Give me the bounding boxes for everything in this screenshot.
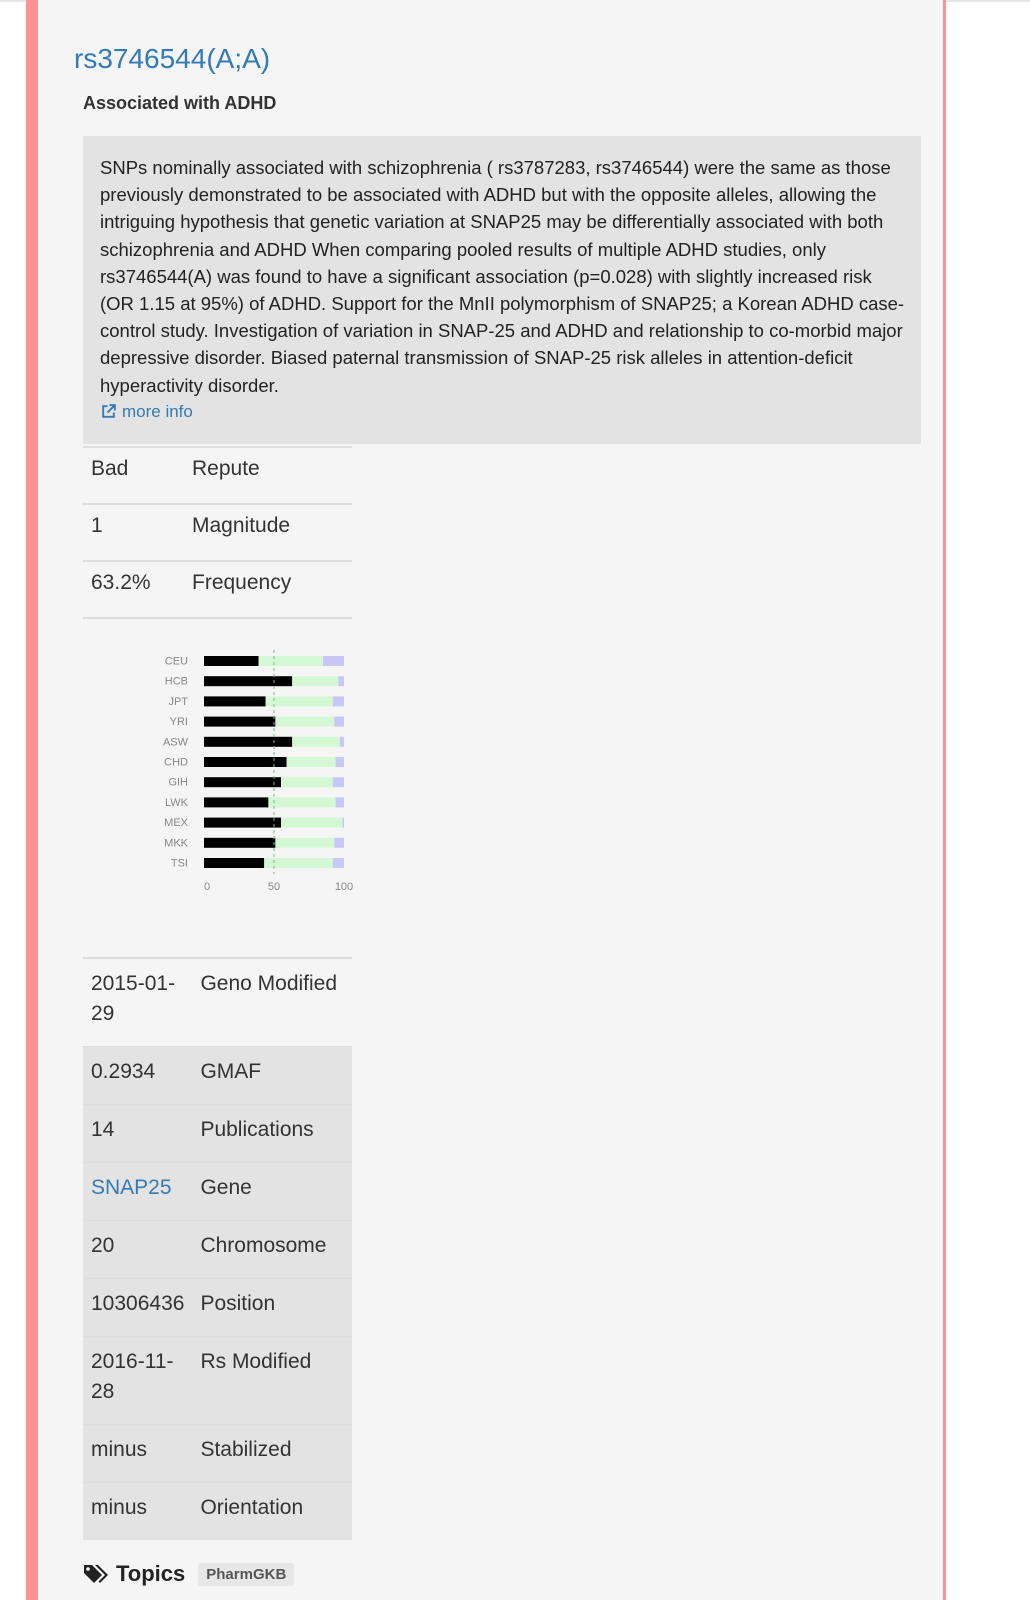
more-info-link[interactable]: [100, 402, 193, 422]
gene-label: Gene: [192, 1162, 352, 1220]
rs-modified-label: Rs Modified: [192, 1336, 352, 1424]
frequency-value: 63.2%: [83, 561, 184, 618]
table-row: [83, 1424, 352, 1482]
repute-label: Repute: [184, 447, 352, 504]
table-row: [83, 1278, 352, 1336]
bar-segment-mkk-3: [334, 838, 344, 848]
table-row: [83, 958, 352, 1046]
bar-segment-hcb-2: [292, 676, 338, 686]
bar-segment-chd-3: [336, 757, 344, 767]
more-info-label: more info: [122, 401, 193, 421]
details-text: SNPs nominally associated with schizophrenia ( rs3787283, rs3746544) were the same as those previously demonstrated to be associated with ADHD but with the opposite alleles, allowing the intriguing hypothesis that genetic variation at SNAP25 may be differentially associated with both schizophrenia and ADHD When comparing pooled results of multiple ADHD studies, only rs3746544(A) was found to have a significant association (p=0.028) with slightly increased risk (OR 1.15 at 95%) of ADHD. Support for the MnII polymorphism of SNAP25; a Korean ADHD case-control study. Investigation of variation in SNAP-25 and ADHD and relationship to co-morbid major depressive disorder. Biased paternal transmission of SNAP-25 risk alleles in attention-deficit hyperactivity disorder.: [100, 157, 905, 396]
x-tick-label: 50: [267, 881, 281, 894]
bar-segment-jpt-2: [266, 696, 333, 706]
chromosome-value: 20: [83, 1220, 192, 1278]
details-box: [83, 136, 921, 444]
bar-segment-yri-1: [204, 717, 275, 727]
bar-segment-jpt-1: [204, 696, 266, 706]
topic-tag-pharmgkb[interactable]: PharmGKB: [198, 1563, 294, 1586]
table-row: [83, 561, 352, 618]
table-row: [83, 1220, 352, 1278]
frequency-label: Frequency: [184, 561, 352, 618]
publications-value: 14: [83, 1104, 192, 1162]
external-link-icon: [100, 403, 117, 420]
genotype-card: [26, 0, 946, 1600]
y-tick-label: MEX: [164, 817, 188, 830]
publications-label: Publications: [192, 1104, 352, 1162]
bar-segment-mkk-1: [204, 838, 275, 848]
position-label: Position: [192, 1278, 352, 1336]
chromosome-label: Chromosome: [192, 1220, 352, 1278]
orientation-value: minus: [83, 1482, 192, 1540]
bar-segment-tsi-1: [204, 858, 264, 868]
bar-segment-chd-2: [287, 757, 336, 767]
bar-segment-hcb-3: [338, 676, 344, 686]
population-frequency-chart: [148, 648, 358, 898]
stats-table: [83, 446, 352, 619]
bar-segment-mex-1: [204, 818, 281, 828]
table-row: [83, 447, 352, 504]
bar-segment-lwk-2: [268, 797, 335, 807]
y-tick-label: CHD: [164, 756, 188, 769]
repute-value: Bad: [83, 447, 184, 504]
bar-segment-mex-2: [281, 818, 343, 828]
genotype-title-link[interactable]: rs3746544(A;A): [74, 43, 271, 74]
x-tick-label: 100: [334, 881, 354, 894]
gmaf-value: 0.2934: [83, 1046, 192, 1104]
bar-segment-mex-3: [343, 818, 344, 828]
stabilized-label: Stabilized: [192, 1424, 352, 1482]
stabilized-value: minus: [83, 1424, 192, 1482]
y-tick-label: GIH: [168, 776, 188, 789]
bar-segment-jpt-3: [333, 696, 344, 706]
y-tick-label: JPT: [168, 695, 188, 708]
y-tick-label: TSI: [170, 857, 188, 870]
table-row: [83, 504, 352, 561]
y-tick-label: HCB: [164, 675, 188, 688]
tags-icon: [83, 1564, 109, 1584]
gene-link[interactable]: SNAP25: [91, 1175, 172, 1199]
bar-segment-gih-1: [204, 777, 281, 787]
bar-segment-lwk-1: [204, 797, 268, 807]
geno-modified-value: 2015-01-29: [83, 958, 192, 1046]
bar-segment-ceu-2: [259, 656, 323, 666]
table-row: [83, 1046, 352, 1104]
table-row: [83, 1336, 352, 1424]
bar-segment-tsi-3: [333, 858, 344, 868]
rs-modified-value: 2016-11-28: [83, 1336, 192, 1424]
bar-segment-hcb-1: [204, 676, 292, 686]
table-row: [83, 1104, 352, 1162]
bar-segment-gih-3: [333, 777, 344, 787]
position-value: 10306436: [83, 1278, 192, 1336]
y-tick-label: ASW: [162, 736, 188, 749]
bar-segment-mkk-2: [275, 838, 334, 848]
bar-segment-yri-2: [275, 717, 334, 727]
bar-segment-asw-2: [292, 737, 340, 747]
bar-segment-ceu-1: [204, 656, 259, 666]
table-row: [83, 1162, 352, 1220]
x-tick-label: 0: [204, 881, 211, 894]
topics-heading: Topics: [116, 1561, 186, 1586]
y-tick-label: MKK: [164, 837, 188, 850]
bar-segment-ceu-3: [323, 656, 344, 666]
details-table: [83, 957, 352, 1540]
gmaf-label: GMAF: [192, 1046, 352, 1104]
magnitude-label: Magnitude: [184, 504, 352, 561]
y-tick-label: LWK: [164, 796, 188, 809]
topics-section: [83, 1561, 294, 1587]
table-row: [83, 1482, 352, 1540]
genotype-summary: Associated with ADHD: [83, 93, 277, 113]
y-tick-label: YRI: [169, 716, 188, 729]
bar-segment-asw-1: [204, 737, 292, 747]
y-tick-label: CEU: [164, 655, 188, 668]
bar-segment-gih-2: [281, 777, 333, 787]
bar-segment-asw-3: [340, 737, 344, 747]
geno-modified-label: Geno Modified: [192, 958, 352, 1046]
magnitude-value: 1: [83, 504, 184, 561]
bar-segment-yri-3: [334, 717, 344, 727]
bar-segment-lwk-3: [336, 797, 344, 807]
orientation-label: Orientation: [192, 1482, 352, 1540]
